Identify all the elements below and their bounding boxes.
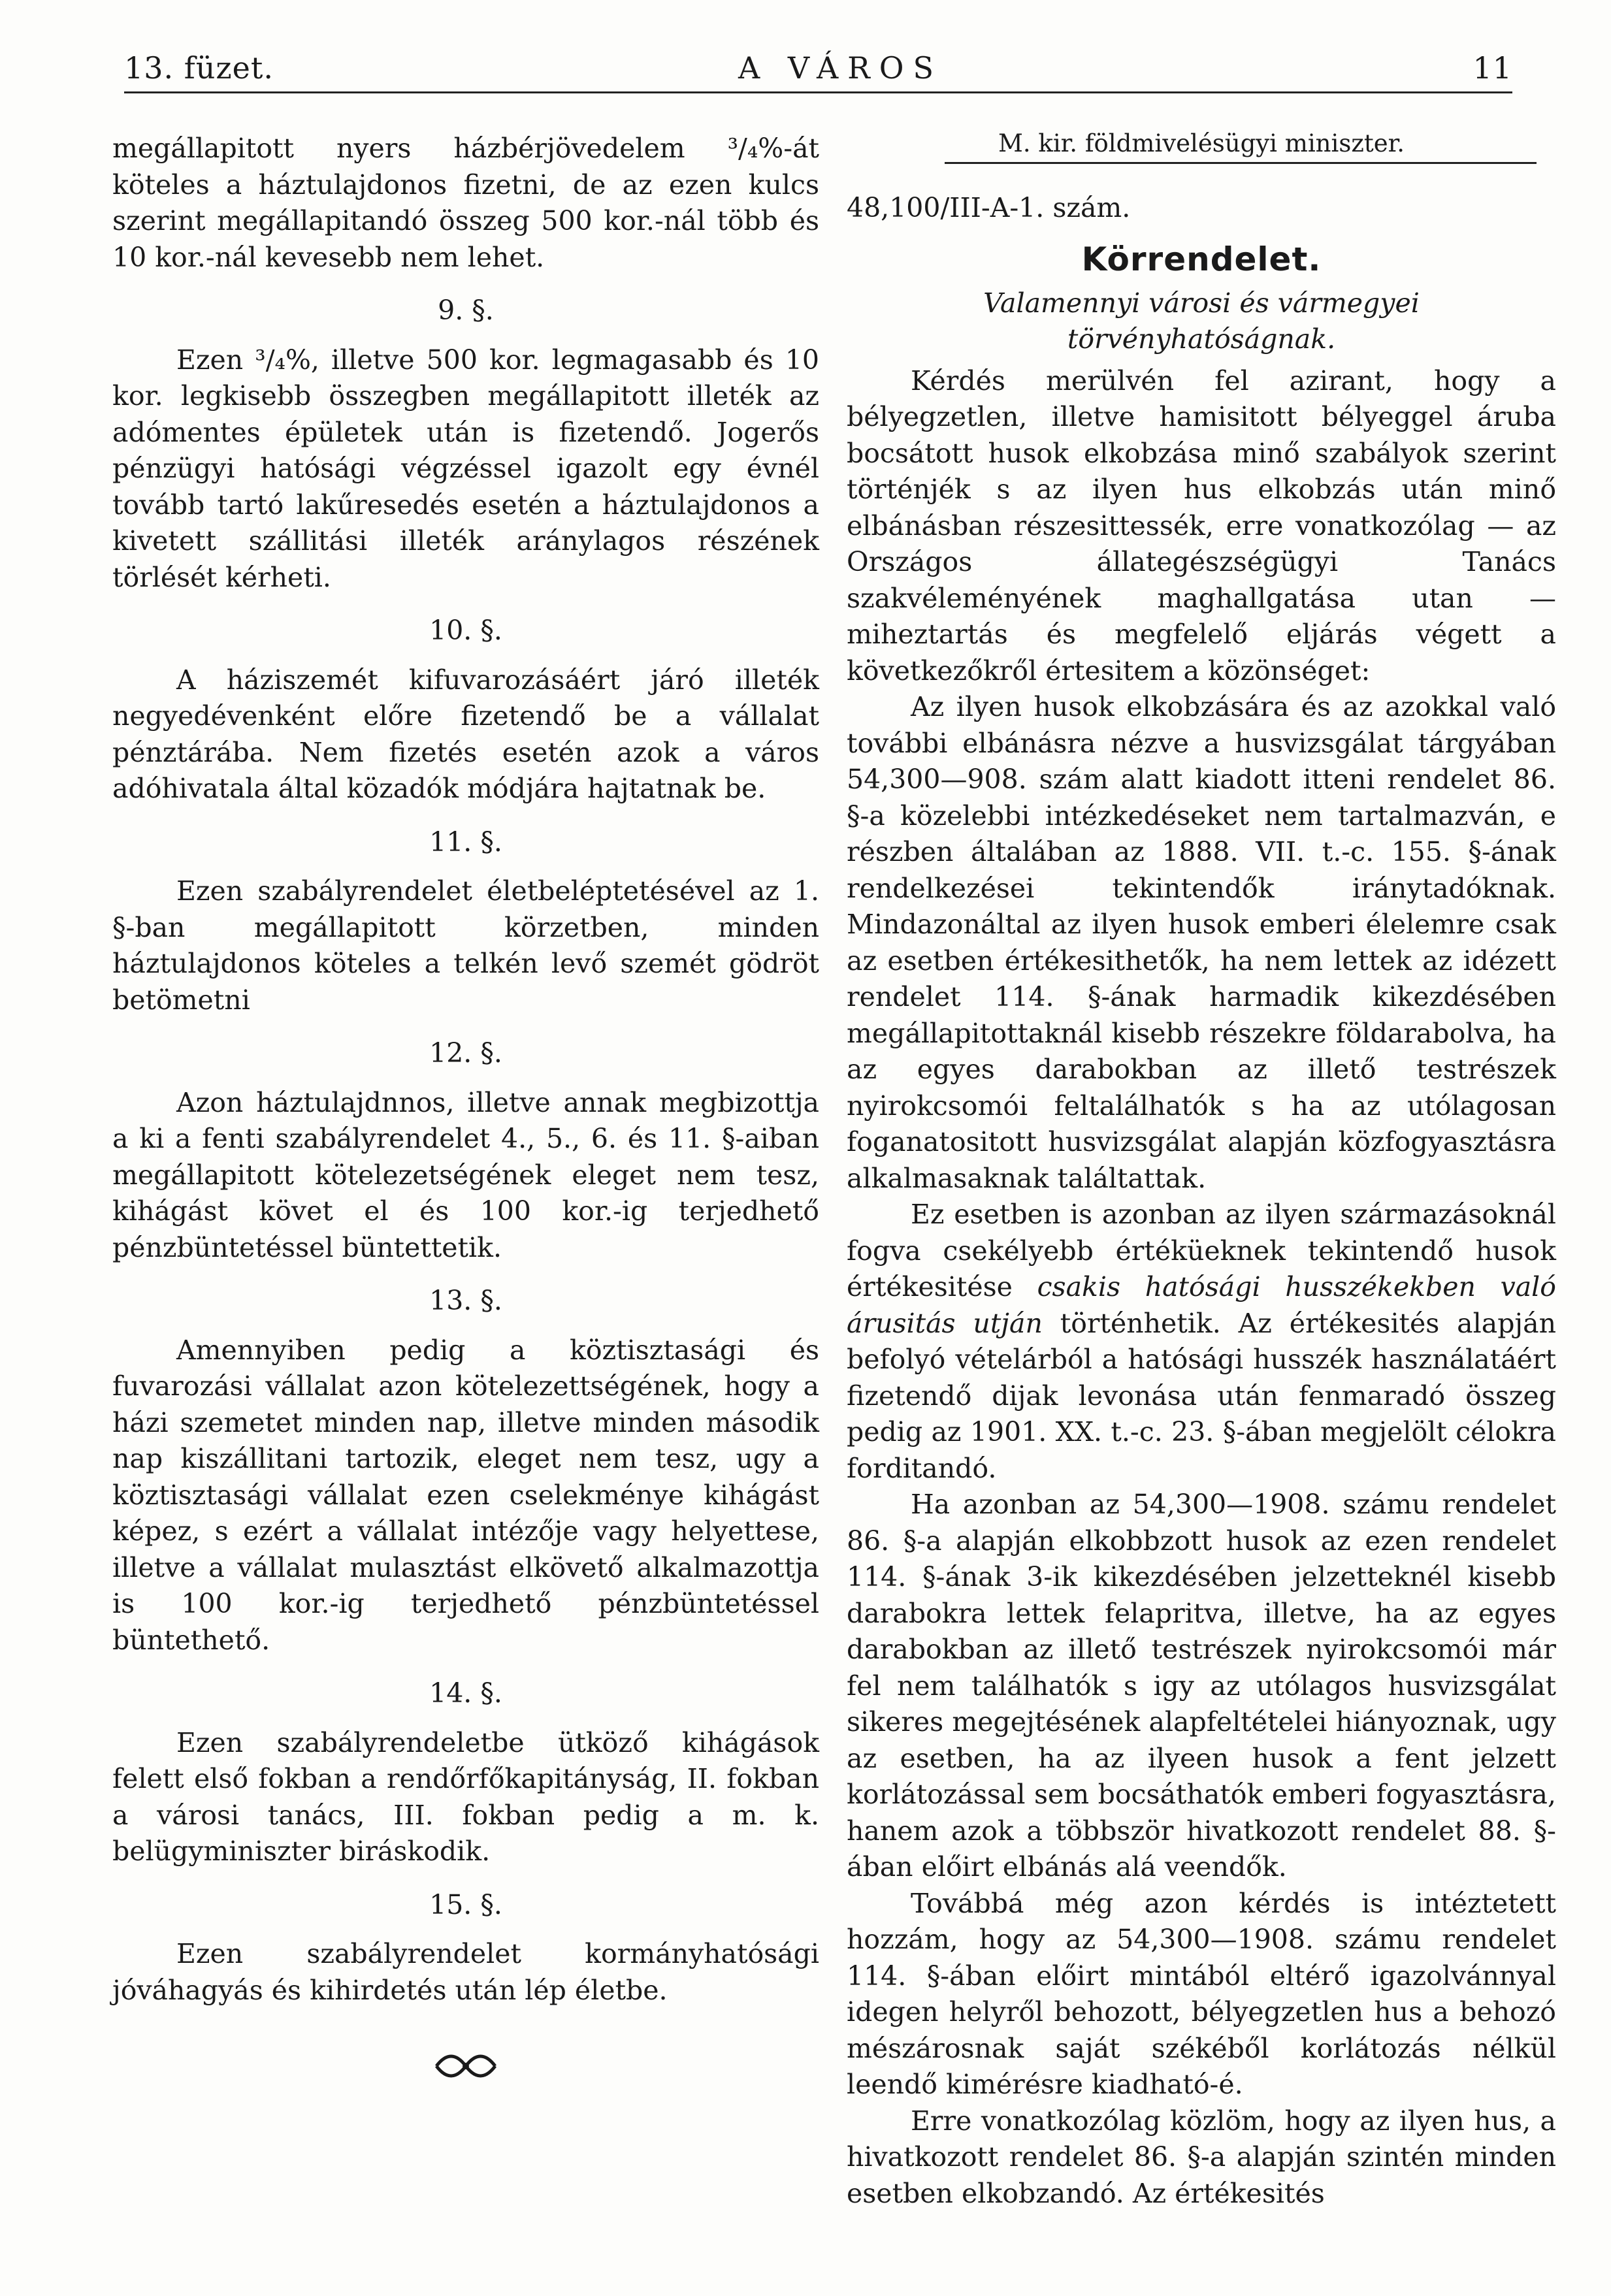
ministry-rule <box>945 162 1537 164</box>
section-12-heading: 12. §. <box>429 1037 502 1069</box>
section-9-text: Ezen ³/₄%, illetve 500 kor. legmagasabb és 10 kor. legkisebb összegben megállapitott illeték az adómentes épületek után is fizetendő. Jogerős pénzügyi hatósági végzéssel igazolt egy évnél tovább tartó lakűresedés esetén a háztulajdonos a kivetett szállitási illeték aránylagos részének törlését kérheti. <box>112 344 819 593</box>
left-column <box>112 131 819 2090</box>
decree-paragraph-4: Ha azonban az 54,300—1908. számu rendelet 86. §-a alapján elkobbzott husok az ezen rendelet 114. §-ának 3-ik kikezdésében jelzetteknél kisebb darabokra lettek felapritva, illetve, ha az egyes darabokban az illető testrészek nyirokcsomói már fel nem találhatók s igy az utólagos husvizsgálat sikeres megejtésének alapfeltételei hiányoznak, ugy az esetben, ha az ilyeen husok a fent jelzett korlátozással sem bocsáthatók emberi fogyasztásra, hanem azok a többször hivatkozott rendelet 88. §-ában előirt elbánás alá veendők. <box>847 1489 1556 1883</box>
decree-addressee: Valamennyi városi és vármegyei törvényhatóságnak. <box>983 287 1420 355</box>
section-13-text: Amennyiben pedig a köztisztasági és fuvarozási vállalat azon kötelezettségének, hogy a házi szemetet minden nap, illetve minden második nap kiszállitani tartozik, eleget nem tesz, ugy a köztisztasági vállalat ezen cselekménye kihágást képez, s ezért a vállalat intézője vagy helyettese, illetve a vállalat mulasztást elkövető alkalmazottja is 100 kor.-ig terjedhető pénzbüntetéssel büntethető. <box>112 1334 819 1656</box>
decree-paragraph-3 <box>847 1197 1556 1487</box>
decree-paragraph-1: Kérdés merülvén fel azirant, hogy a bélyegzetlen, illetve hamisitott bélyeggel áruba bocsátott husok elkobzása minő szabályok szerint történjék s az ilyen hus elkobzás után minő elbánásban részesittessék, erre vonatkozólag — az Országos állategészségügyi Tanács szakvéleményének maghallgatása utan — miheztartás és megfelelő eljárás végett a következőkről értesitem a közönséget: <box>847 364 1556 687</box>
section-11-text: Ezen szabályrendelet életbeléptetésével az 1. §-ban megállapitott körzetben, minden háztulajdonos köteles a telkén levő szemét gödröt betömetni <box>112 875 819 1016</box>
decree-paragraph-3-emphasis: csakis hatósági husszékekben való árusitás utján <box>847 1271 1556 1339</box>
section-13-heading: 13. §. <box>429 1285 502 1316</box>
decree-heading: Körrendelet. <box>1081 240 1322 278</box>
decree-paragraph-5: Továbbá még azon kérdés is intéztetett hozzám, hogy az 54,300—1908. számu rendelet 114. §-ában előirt mintából eltérő igazolvánnyal idegen helyről behozott, bélyegzetlen hus a behozó mészárosnak saját székéből korlátozás nélkül leendő kimérésre kiadható-é. <box>847 1887 1556 2100</box>
page-header <box>124 46 1512 91</box>
decree-number: 48,100/III-A-1. szám. <box>847 192 1131 223</box>
section-14-heading: 14. §. <box>429 1677 502 1709</box>
section-10-heading: 10. §. <box>429 615 502 646</box>
printers-ornament-icon <box>112 2048 819 2090</box>
decree-paragraph-3-start: Ez esetben is azonban az ilyen származásoknál fogva csekélyebb értéküeknek tekintendő husok értékesitése <box>847 1199 1556 1302</box>
page-number: 11 <box>1473 50 1512 86</box>
section-10-text: A háziszemét kifuvarozásáért járó illeték negyedévenként előre fizetendő be a vállalat pénztárába. Nem fizetés esetén azok a város adóhivatala által közadók módjára hajtatnak be. <box>112 664 819 804</box>
publication-title: A VÁROS <box>738 50 943 86</box>
section-12-text: Azon háztulajdnnos, illetve annak megbizottja a ki a fenti szabályrendelet 4., 5., 6. és 11. §-aiban megállapitott kötelezetségének eleget nem tesz, kihágást követ el és 100 kor.-ig terjedhető pénzbüntetéssel büntettetik. <box>112 1086 819 1263</box>
decree-paragraph-6: Erre vonatkozólag közlöm, hogy az ilyen hus, a hivatkozott rendelet 86. §-a alapján szintén minden esetben elkobzandó. Az értékesités <box>847 2105 1556 2209</box>
decree-paragraph-2: Az ilyen husok elkobzására és az azokkal való további elbánásra nézve a husvizsgálat tárgyában 54,300—908. szám alatt kiadott itteni rendelet 86. §-a közelebbi intézkedéseket nem tartalmazván, e részben általában az 1888. VII. t.-c. 155. §-ának rendelkezései tekintendők iránytadóknak. Mindazonáltal az ilyen husok emberi élelemre csak az esetben értékesithetők, ha nem lettek az idézett rendelet 114. §-ának harmadik kikezdésében megállapitottaknál kisebb részekre földarabolva, ha az egyes darabokban az illető testrészek nyirokcsomói feltalálhatók s ha az utólagosan foganatositott husvizsgálat alapján közfogyasztásra alkalmasaknak találtattak. <box>847 691 1556 1194</box>
decree-paragraph-3-end: történhetik. Az értékesités alapján befolyó vételárból a hatósági husszék használatáért fizetendő dijak levonása után fenmaradó összeg pedig az 1901. XX. t.-c. 23. §-ában megjelölt célokra forditandó. <box>847 1307 1556 1484</box>
section-15-heading: 15. §. <box>429 1888 502 1920</box>
issue-label: 13. füzet. <box>124 50 274 86</box>
section-9-heading: 9. §. <box>438 295 494 326</box>
section-15-text: Ezen szabályrendelet kormányhatósági jóváhagyás és kihirdetés után lép életbe. <box>112 1938 819 2006</box>
ministry-label: M. kir. földmivelésügyi miniszter. <box>998 129 1405 157</box>
section-14-text: Ezen szabályrendeletbe ütköző kihágások felett első fokban a rendőrfőkapitányság, II. fokban a városi tanács, III. fokban pedig a m. k. belügyminiszter biráskodik. <box>112 1726 819 1867</box>
section-11-heading: 11. §. <box>429 826 502 858</box>
right-column <box>847 131 1556 2212</box>
header-rule <box>124 91 1512 93</box>
paragraph-intro: megállapitott nyers házbérjövedelem ³/₄%-át köteles a háztulajdonos fizetni, de az ezen kulcs szerint megállapitandó összeg 500 kor.-nál több és 10 kor.-nál kevesebb nem lehet. <box>112 133 819 273</box>
